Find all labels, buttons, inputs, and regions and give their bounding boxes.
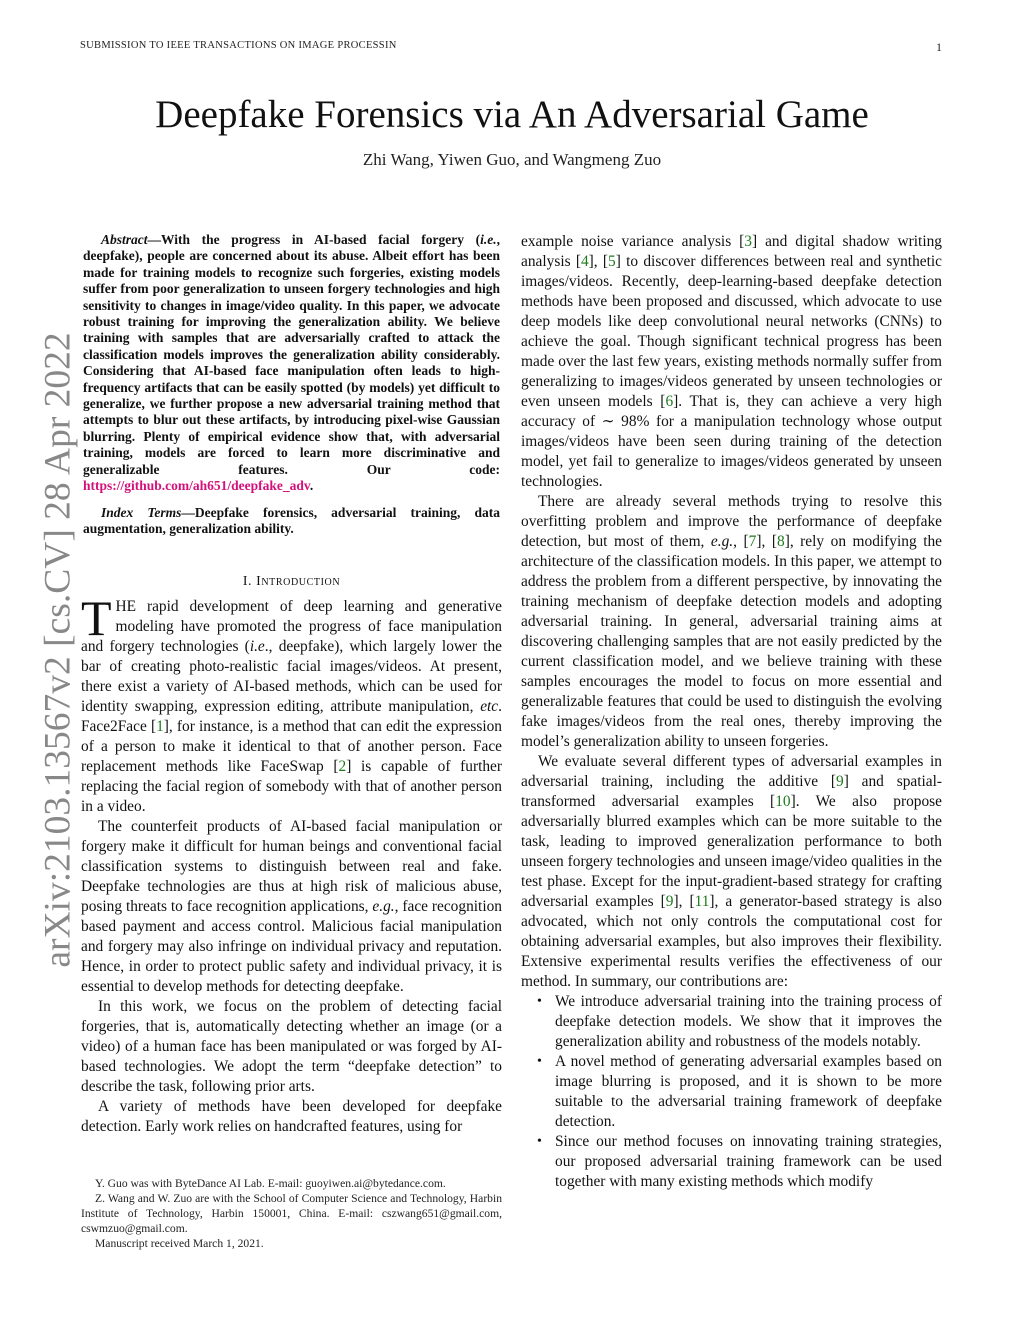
intro-p1-text-c: . Face2Face [ (81, 698, 502, 736)
right-p3-text-b: ] and spatial-transformed adversarial examples [ (521, 773, 943, 810)
intro-p1-text-e: ] is capable of further replacing the facial region of somebody with that of another person in a video. (81, 758, 502, 816)
footnote-wang-zuo: Z. Wang and W. Zuo are with the School of Computer Science and Technology, Harbin Institute of Technology, Harbin 150001, China. E-mail: cszwang651@gmail.com, cswmzuo@gmail.com. (81, 1192, 502, 1235)
right-p1-text-c: ], [ (588, 253, 609, 270)
intro-p1-ie: i.e (249, 638, 265, 656)
intro-paragraph-1 (81, 590, 502, 817)
footnote-manuscript: Manuscript received March 1, 2021. (95, 1237, 264, 1250)
author-list: Zhi Wang, Yiwen Guo, and Wangmeng Zuo (362, 150, 662, 169)
intro-paragraph-2 (81, 817, 502, 997)
right-p2-text-b: , [ (733, 533, 749, 550)
right-paragraph-1 (521, 232, 942, 492)
dropcap: T (81, 590, 112, 647)
abstract-end: . (309, 478, 314, 494)
intro-p1-etc: etc (480, 698, 499, 716)
abstract: Abstract—With the progress in AI-based facial forgery (i.e., deepfake), people are concerned about its abuse. Albeit effort has been made for training models to recognize such forgeries, existing models suffer from poor generalization to unseen forgery technologies and high sensitivity to changes in image/video quality. In this paper, we advocate robust training for improving the generalization ability. We believe training with samples that are adversarially crafted to attack the classification models improves the generalization ability considerably. Considering that AI-based face manipulation often leads to high-frequency artifacts that can be easily spotted (by models) yet difficult to generalize, we further propose a new adversarial training method that attempts to blur out these artifacts, by introducing pixel-wise Gaussian blurring. Plenty of empirical evidence show that, with adversarial training, models are forced to learn more discriminative and generalizable features. Our code: https://github.com/ah651/deepfake_adv. (83, 232, 500, 494)
intro-p1-text-a: HE rapid development of deep learning and generative modeling have promoted the progress of face manipulation and forgery technologies ( (81, 598, 502, 656)
arxiv-stamp: arXiv:2103.13567v2 [cs.CV] 28 Apr 2022 (37, 332, 79, 968)
contribution-item: • Since our method focuses on innovating training strategies, our proposed adversarial training framework can be used together with many existing methods which modify (555, 1132, 942, 1192)
code-link[interactable]: https://github.com/ah651/deepfake_adv (83, 478, 310, 494)
right-p1-text-d: ] to discover differences between real and synthetic images/videos. Recently, deep-learning-based deepfake detection methods have been proposed and discussed, which advocate to use deep models like deep convolutional neural networks (CNNs) to achieve the goal. Though significant technical progress has been made over the last few years, existing methods normally suffer from generalizing to images/videos generated by unseen technologies or even unseen models [ (521, 253, 942, 410)
intro-p2-eg: e.g. (372, 898, 395, 916)
right-p2-text-a: There are already several methods trying to resolve this overfitting problem and improve the performance of deepfake detection, but most of them, (521, 493, 942, 550)
intro-p1-text-d: ], for instance, is a method that can edit the expression of a person to make it identical to that of another person. Face replacement methods like FaceSwap [ (81, 718, 502, 776)
abstract-label: Abstract (101, 232, 148, 247)
footnotes (81, 1176, 502, 1251)
right-p1-text-a: example noise variance analysis [ (521, 233, 745, 250)
running-head: SUBMISSION TO IEEE TRANSACTIONS ON IMAGE PROCESSIN (80, 40, 397, 51)
right-p3-text-c: ]. We also propose adversarially blurred examples which can be more suitable to the task, leading to improved generalization performance to both unseen forgery technologies and unseen image/video qualities in the test phase. Except for the input-gradient-based strategy for crafting adversarial examples [ (521, 793, 942, 910)
index-terms-text: Deepfake forensics, adversarial training, data augmentation, generalization ability. (83, 504, 501, 536)
left-column (81, 232, 502, 1137)
citation-5[interactable]: 5 (608, 253, 616, 270)
abstract-ie: i.e. (480, 232, 497, 247)
citation-11[interactable]: 11 (694, 893, 710, 910)
right-paragraph-2 (521, 492, 942, 752)
abstract-text-2: , deepfake), people are concerned about its abuse. Albeit effort has been made for training models to recognize such forgeries, existing models suffer from poor generalization to unseen forgery technologies and high sensitivity to changes in image/video quality. In this paper, we advocate robust training for improving the generalization ability. We believe training with samples that are adversarially crafted to attack the classification models improves the generalization ability considerably. Considering that AI-based face manipulation often leads to high-frequency artifacts that can be easily spotted (by models) yet difficult to generalize, we further propose a new adversarial training method that attempts to blur out these artifacts, by introducing pixel-wise Gaussian blurring. Plenty of empirical evidence show that, with adversarial training, models are forced to learn more discriminative and generalizable features. Our code: (83, 232, 500, 477)
index-terms: Index Terms—Deepfake forensics, adversarial training, data augmentation, generalization ability. (83, 504, 501, 536)
intro-paragraph-3: In this work, we focus on the problem of detecting facial forgeries, that is, automatically detecting whether an image (or a video) of a human face has been manipulated or was forged by AI-based technologies. We adopt the term “deepfake detection” to describe the task, following prior arts. (81, 998, 502, 1096)
citation-9-second[interactable]: 9 (665, 893, 674, 910)
citation-6[interactable]: 6 (665, 393, 674, 410)
right-p2-eg: e.g. (710, 533, 734, 550)
intro-p2-text-a: The counterfeit products of AI-based facial manipulation or forgery make it difficult for human beings and conventional facial classification systems to distinguish between real and fake. Deepfake technologies are thus at high risk of malicious abuse, posing threats to face recognition applications, (81, 818, 502, 916)
contribution-item: • We introduce adversarial training into the training process of deepfake detection models. We show that it improves the generalization ability and robustness of the models notably. (555, 992, 942, 1052)
citation-7[interactable]: 7 (748, 533, 757, 550)
right-p2-text-d: ], rely on modifying the architecture of the classification models. In this paper, we attempt to address the problem from a different perspective, by innovating the training mechanism of deepfake detection models and adopting adversarial training. In general, adversarial training aims at discovering challenging samples that are not easily predicted by the current classification model, and we believe training with these samples encourages the model to focus on more essential and generalizable features that could be used to distinguish the evolving fake images/videos from the real ones, thereby improving the model’s generalization ability to unseen forgeries. (521, 533, 942, 750)
footnote-guo: Y. Guo was with ByteDance AI Lab. E-mail: guoyiwen.ai@bytedance.com. (95, 1177, 446, 1190)
section-heading-introduction: I. Introduction (242, 573, 341, 589)
right-p3-text-e: ], a generator-based strategy is also advocated, which not only controls the computational cost for obtaining adversarial examples, but also improves their flexibility. Extensive experimental results verifies the effectiveness of our method. In summary, our contributions are: (521, 893, 942, 990)
paper-title: Deepfake Forensics via An Adversarial Game (155, 93, 869, 136)
intro-p2-text-b: , face recognition based payment and access control. Malicious facial manipulation and forgery may also infringe on individual privacy and reputation. Hence, in order to protect public safety and individual privacy, it is essential to develop methods for detecting deepfake. (81, 898, 502, 996)
citation-9[interactable]: 9 (836, 773, 844, 790)
intro-p1-text-b: ., deepfake), which largely lower the bar of creating photo-realistic facial images/videos. At present, there exist a variety of AI-based methods, which can be used for identity swapping, expression editing, attribute manipulation, (81, 638, 502, 716)
citation-3[interactable]: 3 (744, 233, 752, 250)
citation-4[interactable]: 4 (580, 253, 589, 270)
right-paragraph-3 (521, 752, 942, 992)
right-p2-text-c: ], [ (756, 533, 777, 550)
right-column (521, 232, 942, 1192)
right-p3-text-a: We evaluate several different types of adversarial examples in adversarial training, including the additive [ (521, 753, 942, 790)
right-p3-text-d: ], [ (673, 893, 695, 910)
right-p1-text-e: ]. That is, they can achieve a very high accuracy of ∼ 98% for a manipulation technology whose output images/videos have been seen during training of the detection model, yet fail to generalize to images/videos generated by unseen technologies. (521, 393, 943, 490)
index-terms-label: Index Terms (101, 504, 182, 520)
intro-paragraph-4: A variety of methods have been developed for deepfake detection. Early work relies on handcrafted features, using for (81, 1098, 502, 1136)
right-p1-text-b: ] and digital shadow writing analysis [ (521, 233, 942, 270)
page-number: 1 (936, 40, 942, 54)
citation-2[interactable]: 2 (338, 758, 347, 776)
contribution-item: • A novel method of generating adversarial examples based on image blurring is proposed, and it is shown to be more suitable to the adversarial training framework of deepfake detection. (555, 1052, 942, 1132)
citation-1[interactable]: 1 (156, 718, 164, 736)
abstract-text-1: With the progress in AI-based facial forgery ( (161, 232, 481, 247)
citation-8[interactable]: 8 (776, 533, 785, 550)
citation-10[interactable]: 10 (775, 793, 791, 810)
contribution-list (521, 992, 942, 1192)
